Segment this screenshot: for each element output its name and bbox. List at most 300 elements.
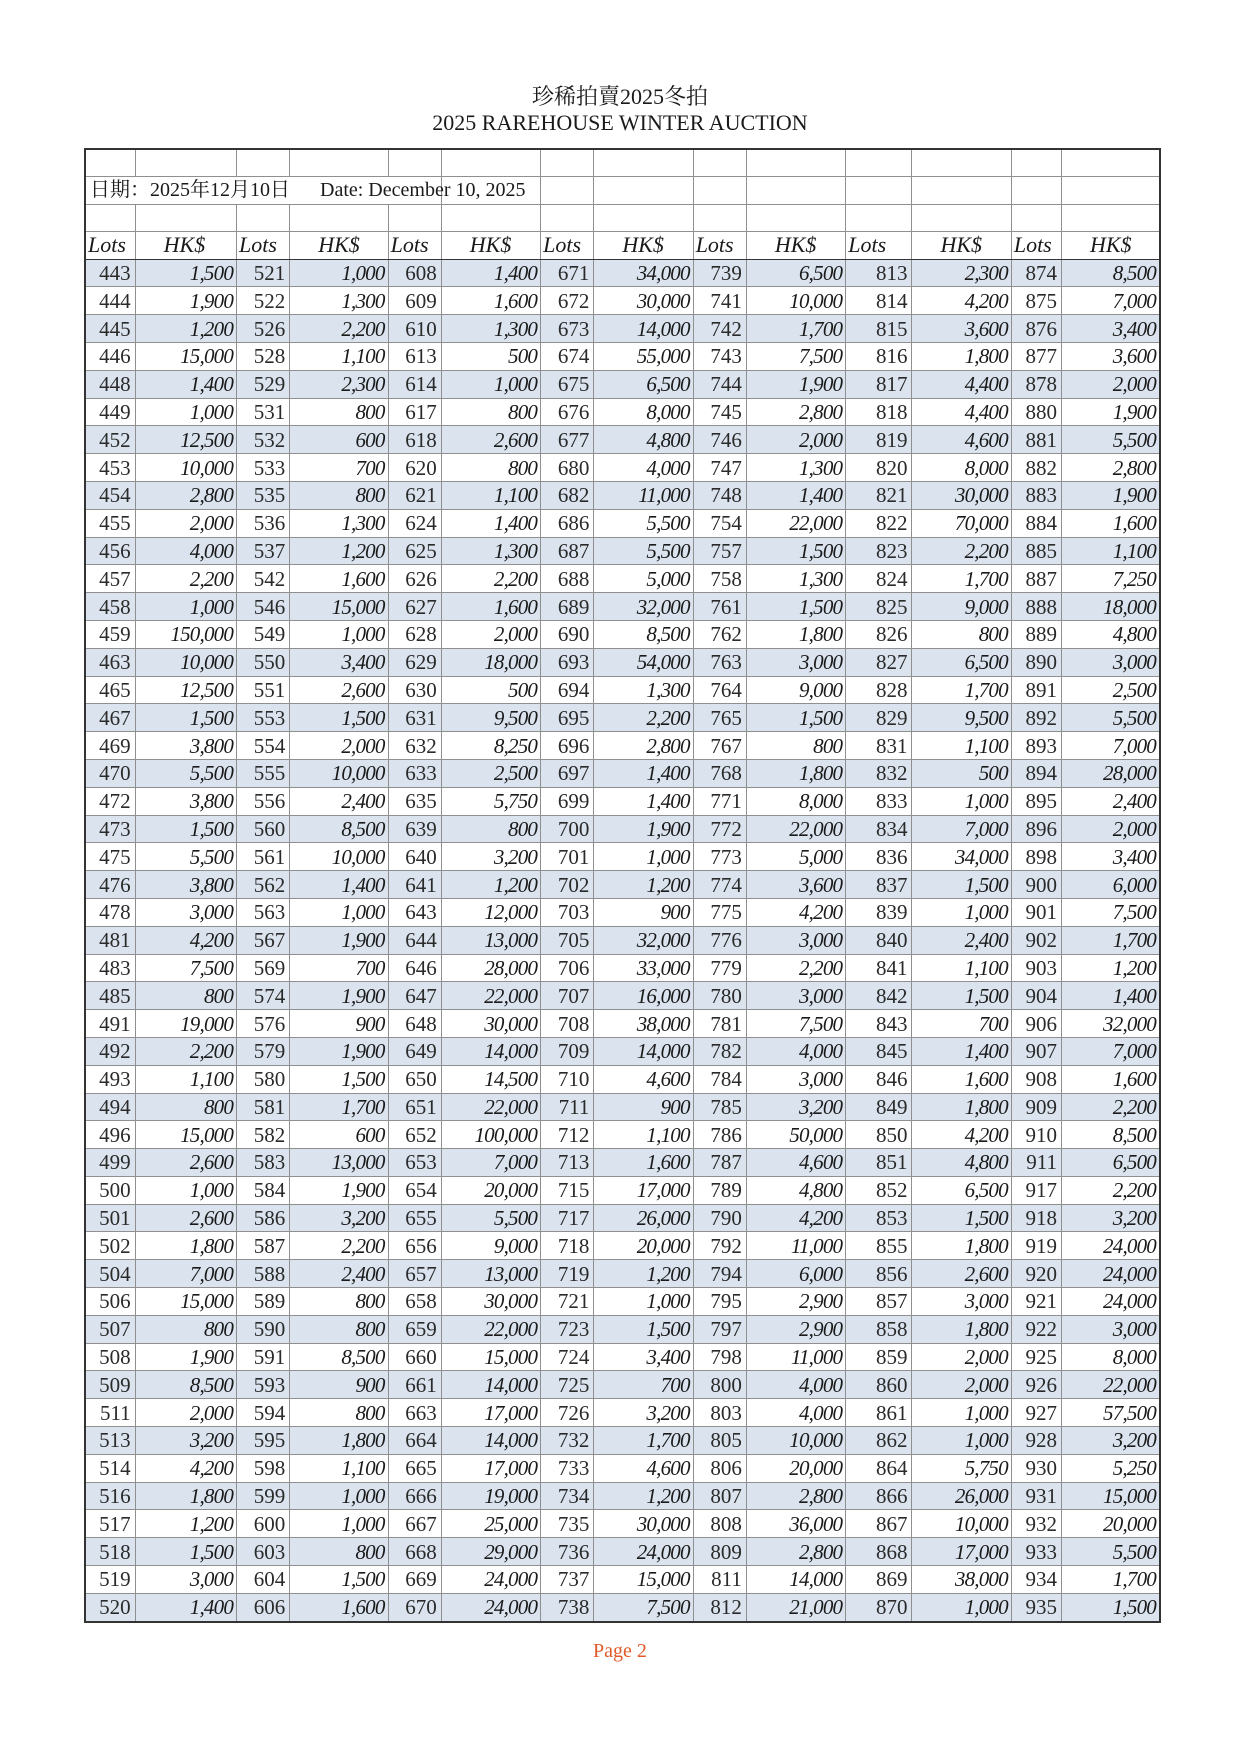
lot-number-cell: 513 [85,1427,135,1455]
lot-number-cell: 890 [1011,648,1061,676]
lot-number-cell: 875 [1011,287,1061,315]
lot-number-cell: 908 [1011,1065,1061,1093]
hammer-price-cell: 36,000 [746,1510,845,1538]
hammer-price-cell: 1,200 [290,537,388,565]
hammer-price-cell: 900 [594,1093,693,1121]
hammer-price-cell: 1,800 [912,342,1011,370]
hammer-price-cell: 24,000 [1062,1288,1161,1316]
hammer-price-cell: 55,000 [594,342,693,370]
header-row [85,231,1160,259]
hammer-price-cell: 1,800 [912,1093,1011,1121]
hammer-price-cell: 3,200 [441,843,540,871]
hammer-price-cell: 1,500 [290,1065,388,1093]
hammer-price-cell: 1,800 [135,1482,236,1510]
lot-number-cell: 494 [85,1093,135,1121]
table-row [85,898,1160,926]
table-row [85,648,1160,676]
hammer-price-cell: 1,900 [290,982,388,1010]
hammer-price-cell: 1,500 [912,871,1011,899]
table-row [85,370,1160,398]
lot-number-cell: 794 [693,1260,746,1288]
table-row [85,1343,1160,1371]
lot-number-cell: 465 [85,676,135,704]
hammer-price-cell: 17,000 [441,1399,540,1427]
hammer-price-cell: 1,500 [912,1204,1011,1232]
lot-number-cell: 502 [85,1232,135,1260]
lot-number-cell: 659 [388,1315,441,1343]
lot-number-cell: 550 [237,648,290,676]
lot-number-cell: 579 [237,1037,290,1065]
lot-number-cell: 697 [541,759,594,787]
lot-number-cell: 932 [1011,1510,1061,1538]
lot-number-cell: 501 [85,1204,135,1232]
lot-number-cell: 569 [237,954,290,982]
lot-number-cell: 536 [237,509,290,537]
hammer-price-cell: 15,000 [290,593,388,621]
hammer-price-cell: 5,500 [1062,1538,1161,1566]
lot-number-cell: 656 [388,1232,441,1260]
lot-number-cell: 603 [237,1538,290,1566]
hammer-price-cell: 5,750 [912,1454,1011,1482]
hammer-price-cell: 2,600 [912,1260,1011,1288]
lot-number-cell: 824 [846,565,912,593]
hammer-price-cell: 1,000 [594,1288,693,1316]
hammer-price-cell: 800 [290,1315,388,1343]
hammer-price-cell: 24,000 [594,1538,693,1566]
price-header: HK$ [441,231,540,259]
hammer-price-cell: 4,000 [746,1399,845,1427]
hammer-price-cell: 1,400 [135,370,236,398]
hammer-price-cell: 13,000 [441,926,540,954]
lot-number-cell: 902 [1011,926,1061,954]
lot-number-cell: 798 [693,1343,746,1371]
lot-number-cell: 553 [237,704,290,732]
hammer-price-cell: 2,900 [746,1288,845,1316]
lot-number-cell: 895 [1011,787,1061,815]
hammer-price-cell: 1,600 [912,1065,1011,1093]
hammer-price-cell: 21,000 [746,1593,845,1621]
hammer-price-cell: 700 [290,954,388,982]
lot-number-cell: 610 [388,315,441,343]
hammer-price-cell: 1,600 [441,287,540,315]
lot-number-cell: 454 [85,481,135,509]
hammer-price-cell: 1,000 [912,1399,1011,1427]
lot-number-cell: 842 [846,982,912,1010]
lot-number-cell: 822 [846,509,912,537]
lot-number-cell: 837 [846,871,912,899]
lot-number-cell: 825 [846,593,912,621]
hammer-price-cell: 4,800 [594,426,693,454]
hammer-price-cell: 800 [441,398,540,426]
hammer-price-cell: 100,000 [441,1121,540,1149]
lot-number-cell: 491 [85,1010,135,1038]
hammer-price-cell: 9,500 [912,704,1011,732]
hammer-price-cell: 1,500 [746,593,845,621]
hammer-price-cell: 26,000 [594,1204,693,1232]
hammer-price-cell: 6,500 [594,370,693,398]
lot-number-cell: 582 [237,1121,290,1149]
hammer-price-cell: 2,500 [1062,676,1161,704]
lot-number-cell: 934 [1011,1566,1061,1594]
hammer-price-cell: 6,500 [912,648,1011,676]
hammer-price-cell: 3,400 [290,648,388,676]
hammer-price-cell: 7,000 [1062,287,1161,315]
table-row [85,1288,1160,1316]
hammer-price-cell: 1,000 [135,593,236,621]
lot-number-cell: 531 [237,398,290,426]
hammer-price-cell: 2,000 [290,732,388,760]
lot-number-cell: 774 [693,871,746,899]
lot-number-cell: 629 [388,648,441,676]
hammer-price-cell: 8,000 [912,454,1011,482]
lot-number-cell: 734 [541,1482,594,1510]
hammer-price-cell: 14,000 [441,1427,540,1455]
lot-number-cell: 446 [85,342,135,370]
table-row [85,843,1160,871]
hammer-price-cell: 1,000 [290,1510,388,1538]
hammer-price-cell: 1,100 [290,342,388,370]
lot-number-cell: 858 [846,1315,912,1343]
lot-number-cell: 906 [1011,1010,1061,1038]
lot-number-cell: 448 [85,370,135,398]
hammer-price-cell: 22,000 [441,982,540,1010]
lot-number-cell: 881 [1011,426,1061,454]
blank-row [85,204,1160,231]
hammer-price-cell: 13,000 [290,1149,388,1177]
hammer-price-cell: 1,700 [912,676,1011,704]
hammer-price-cell: 1,500 [290,704,388,732]
hammer-price-cell: 2,600 [135,1149,236,1177]
hammer-price-cell: 1,900 [594,815,693,843]
hammer-price-cell: 1,500 [594,1315,693,1343]
lot-number-cell: 776 [693,926,746,954]
hammer-price-cell: 6,500 [1062,1149,1161,1177]
hammer-price-cell: 6,000 [1062,871,1161,899]
hammer-price-cell: 2,000 [912,1343,1011,1371]
hammer-price-cell: 2,200 [290,1232,388,1260]
hammer-price-cell: 5,500 [135,843,236,871]
hammer-price-cell: 800 [290,481,388,509]
hammer-price-cell: 4,200 [135,926,236,954]
lot-number-cell: 843 [846,1010,912,1038]
lot-number-cell: 816 [846,342,912,370]
hammer-price-cell: 20,000 [1062,1510,1161,1538]
lot-number-cell: 649 [388,1037,441,1065]
hammer-price-cell: 1,500 [746,537,845,565]
lot-number-cell: 467 [85,704,135,732]
lot-number-cell: 594 [237,1399,290,1427]
lot-number-cell: 654 [388,1176,441,1204]
hammer-price-cell: 1,900 [290,1037,388,1065]
results-table [84,148,1161,1623]
hammer-price-cell: 1,600 [1062,1065,1161,1093]
lot-number-cell: 919 [1011,1232,1061,1260]
hammer-price-cell: 800 [290,1538,388,1566]
lot-number-cell: 470 [85,759,135,787]
hammer-price-cell: 700 [912,1010,1011,1038]
hammer-price-cell: 24,000 [1062,1260,1161,1288]
lot-number-cell: 590 [237,1315,290,1343]
hammer-price-cell: 1,200 [1062,954,1161,982]
hammer-price-cell: 2,000 [1062,370,1161,398]
lot-number-cell: 864 [846,1454,912,1482]
lot-number-cell: 555 [237,759,290,787]
hammer-price-cell: 1,200 [135,1510,236,1538]
hammer-price-cell: 2,200 [912,537,1011,565]
table-row [85,1121,1160,1149]
table-row [85,1454,1160,1482]
lot-number-cell: 666 [388,1482,441,1510]
lot-number-cell: 458 [85,593,135,621]
hammer-price-cell: 12,000 [441,898,540,926]
hammer-price-cell: 38,000 [594,1010,693,1038]
hammer-price-cell: 32,000 [594,593,693,621]
lot-number-cell: 922 [1011,1315,1061,1343]
hammer-price-cell: 14,000 [441,1037,540,1065]
table-row [85,1065,1160,1093]
hammer-price-cell: 1,000 [441,370,540,398]
table-row [85,759,1160,787]
hammer-price-cell: 3,400 [1062,315,1161,343]
lot-number-cell: 660 [388,1343,441,1371]
hammer-price-cell: 1,000 [290,1482,388,1510]
lot-number-cell: 492 [85,1037,135,1065]
lot-number-cell: 839 [846,898,912,926]
table-row [85,537,1160,565]
lot-number-cell: 506 [85,1288,135,1316]
lot-number-cell: 481 [85,926,135,954]
hammer-price-cell: 1,400 [290,871,388,899]
lot-number-cell: 529 [237,370,290,398]
lot-number-cell: 901 [1011,898,1061,926]
hammer-price-cell: 14,000 [746,1566,845,1594]
lot-number-cell: 671 [541,259,594,287]
hammer-price-cell: 4,200 [135,1454,236,1482]
lot-number-cell: 807 [693,1482,746,1510]
hammer-price-cell: 1,400 [1062,982,1161,1010]
hammer-price-cell: 6,500 [746,259,845,287]
lot-number-cell: 733 [541,1454,594,1482]
table-row [85,926,1160,954]
lot-number-cell: 780 [693,982,746,1010]
hammer-price-cell: 1,800 [746,620,845,648]
price-header: HK$ [1062,231,1161,259]
hammer-price-cell: 1,300 [746,565,845,593]
lot-number-cell: 840 [846,926,912,954]
lot-number-cell: 708 [541,1010,594,1038]
hammer-price-cell: 700 [594,1371,693,1399]
lot-number-cell: 885 [1011,537,1061,565]
lot-number-cell: 711 [541,1093,594,1121]
lot-number-cell: 805 [693,1427,746,1455]
hammer-price-cell: 1,800 [912,1315,1011,1343]
table-row [85,871,1160,899]
hammer-price-cell: 2,200 [594,704,693,732]
hammer-price-cell: 4,000 [746,1371,845,1399]
date-cell [85,177,526,205]
hammer-price-cell: 14,000 [594,1037,693,1065]
lot-number-cell: 866 [846,1482,912,1510]
hammer-price-cell: 33,000 [594,954,693,982]
lot-number-cell: 903 [1011,954,1061,982]
hammer-price-cell: 4,600 [594,1065,693,1093]
hammer-price-cell: 3,800 [135,787,236,815]
lot-number-cell: 699 [541,787,594,815]
hammer-price-cell: 32,000 [594,926,693,954]
lot-number-cell: 589 [237,1288,290,1316]
lot-number-cell: 583 [237,1149,290,1177]
hammer-price-cell: 8,500 [290,1343,388,1371]
lot-number-cell: 705 [541,926,594,954]
lot-number-cell: 650 [388,1065,441,1093]
hammer-price-cell: 4,000 [594,454,693,482]
table-row [85,593,1160,621]
lot-number-cell: 773 [693,843,746,871]
lot-number-cell: 604 [237,1566,290,1594]
lot-number-cell: 853 [846,1204,912,1232]
hammer-price-cell: 1,400 [594,759,693,787]
lot-number-cell: 852 [846,1176,912,1204]
hammer-price-cell: 5,250 [1062,1454,1161,1482]
lot-number-cell: 641 [388,871,441,899]
hammer-price-cell: 5,750 [441,787,540,815]
hammer-price-cell: 800 [912,620,1011,648]
lot-number-cell: 443 [85,259,135,287]
hammer-price-cell: 2,000 [746,426,845,454]
lot-number-cell: 782 [693,1037,746,1065]
lots-header: Lots [693,231,746,259]
lot-number-cell: 526 [237,315,290,343]
hammer-price-cell: 1,600 [1062,509,1161,537]
hammer-price-cell: 800 [290,1399,388,1427]
lot-number-cell: 767 [693,732,746,760]
hammer-price-cell: 1,200 [594,1482,693,1510]
hammer-price-cell: 3,200 [1062,1427,1161,1455]
hammer-price-cell: 600 [290,1121,388,1149]
hammer-price-cell: 50,000 [746,1121,845,1149]
lot-number-cell: 850 [846,1121,912,1149]
hammer-price-cell: 3,800 [135,732,236,760]
lot-number-cell: 669 [388,1566,441,1594]
hammer-price-cell: 150,000 [135,620,236,648]
lot-number-cell: 896 [1011,815,1061,843]
hammer-price-cell: 8,250 [441,732,540,760]
hammer-price-cell: 3,400 [594,1343,693,1371]
hammer-price-cell: 17,000 [912,1538,1011,1566]
lot-number-cell: 651 [388,1093,441,1121]
hammer-price-cell: 22,000 [746,815,845,843]
table-row [85,481,1160,509]
hammer-price-cell: 19,000 [441,1482,540,1510]
hammer-price-cell: 7,000 [1062,732,1161,760]
lot-number-cell: 931 [1011,1482,1061,1510]
date-english: Date: December 10, 2025 [320,179,526,202]
hammer-price-cell: 5,000 [746,843,845,871]
table-row [85,1232,1160,1260]
hammer-price-cell: 2,400 [290,787,388,815]
lot-number-cell: 717 [541,1204,594,1232]
lot-number-cell: 880 [1011,398,1061,426]
hammer-price-cell: 1,900 [135,1343,236,1371]
lots-header: Lots [846,231,912,259]
table-body [85,149,1160,1622]
lot-number-cell: 862 [846,1427,912,1455]
lot-number-cell: 452 [85,426,135,454]
hammer-price-cell: 10,000 [746,287,845,315]
hammer-price-cell: 20,000 [594,1232,693,1260]
hammer-price-cell: 1,000 [135,1176,236,1204]
lot-number-cell: 499 [85,1149,135,1177]
lot-number-cell: 456 [85,537,135,565]
hammer-price-cell: 2,200 [290,315,388,343]
hammer-price-cell: 1,900 [290,1176,388,1204]
lot-number-cell: 869 [846,1566,912,1594]
lot-number-cell: 554 [237,732,290,760]
hammer-price-cell: 2,800 [594,732,693,760]
hammer-price-cell: 7,000 [441,1149,540,1177]
hammer-price-cell: 8,500 [1062,259,1161,287]
lot-number-cell: 861 [846,1399,912,1427]
hammer-price-cell: 10,000 [746,1427,845,1455]
lot-number-cell: 509 [85,1371,135,1399]
hammer-price-cell: 34,000 [594,259,693,287]
hammer-price-cell: 1,400 [746,481,845,509]
lot-number-cell: 826 [846,620,912,648]
lot-number-cell: 694 [541,676,594,704]
hammer-price-cell: 800 [135,1093,236,1121]
lot-number-cell: 845 [846,1037,912,1065]
lot-number-cell: 746 [693,426,746,454]
lot-number-cell: 581 [237,1093,290,1121]
hammer-price-cell: 1,500 [135,815,236,843]
hammer-price-cell: 1,400 [135,1593,236,1621]
hammer-price-cell: 1,500 [746,704,845,732]
lot-number-cell: 894 [1011,759,1061,787]
hammer-price-cell: 28,000 [441,954,540,982]
lot-number-cell: 827 [846,648,912,676]
lot-number-cell: 836 [846,843,912,871]
hammer-price-cell: 2,400 [1062,787,1161,815]
hammer-price-cell: 1,400 [441,259,540,287]
table-row [85,954,1160,982]
hammer-price-cell: 2,500 [441,759,540,787]
lot-number-cell: 475 [85,843,135,871]
hammer-price-cell: 3,200 [594,1399,693,1427]
lot-number-cell: 661 [388,1371,441,1399]
hammer-price-cell: 4,600 [594,1454,693,1482]
hammer-price-cell: 30,000 [441,1010,540,1038]
lot-number-cell: 775 [693,898,746,926]
hammer-price-cell: 22,000 [746,509,845,537]
lot-number-cell: 829 [846,704,912,732]
lot-number-cell: 721 [541,1288,594,1316]
lot-number-cell: 688 [541,565,594,593]
lot-number-cell: 664 [388,1427,441,1455]
hammer-price-cell: 1,100 [135,1065,236,1093]
hammer-price-cell: 3,200 [1062,1204,1161,1232]
lot-number-cell: 673 [541,315,594,343]
hammer-price-cell: 3,600 [912,315,1011,343]
hammer-price-cell: 1,700 [1062,926,1161,954]
lot-number-cell: 781 [693,1010,746,1038]
hammer-price-cell: 4,000 [746,1037,845,1065]
lot-number-cell: 517 [85,1510,135,1538]
hammer-price-cell: 20,000 [746,1454,845,1482]
hammer-price-cell: 5,500 [594,509,693,537]
lot-number-cell: 758 [693,565,746,593]
hammer-price-cell: 1,000 [912,1593,1011,1621]
hammer-price-cell: 3,600 [1062,342,1161,370]
